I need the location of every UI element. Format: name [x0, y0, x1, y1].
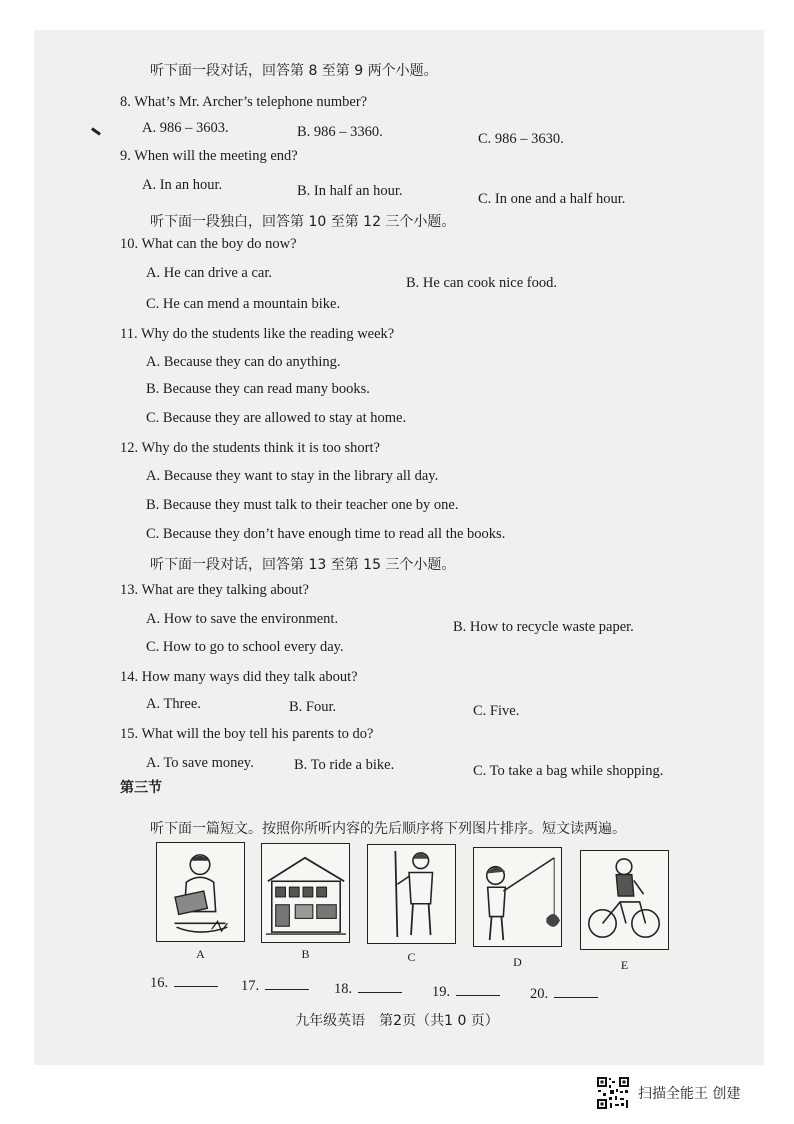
q11-option-b: B. Because they can read many books. [146, 381, 370, 397]
q10-question: 10. What can the boy do now? [120, 236, 297, 252]
q12-option-b: B. Because they must talk to their teacher one by one. [146, 497, 459, 513]
standing-man-illustration [368, 845, 455, 943]
cyclist-illustration [581, 851, 668, 949]
q12-option-c: C. Because they don’t have enough time to read all the books. [146, 526, 506, 542]
q15-option-a: A. To save money. [146, 755, 254, 771]
picture-d-boy-fishing [473, 847, 562, 947]
blank-19-line[interactable] [456, 983, 500, 996]
q8-option-c: C. 986 – 3630. [478, 131, 564, 147]
fishing-boy-illustration [474, 848, 561, 946]
q10-option-b: B. He can cook nice food. [406, 275, 557, 291]
q12-option-a: A. Because they want to stay in the library all day. [146, 468, 439, 484]
q8-option-a: A. 986 – 3603. [142, 120, 229, 136]
q14-option-c: C. Five. [473, 703, 520, 719]
q10-option-a: A. He can drive a car. [146, 265, 273, 281]
q11-option-a: A. Because they can do anything. [146, 354, 341, 370]
q15-option-c: C. To take a bag while shopping. [473, 763, 664, 779]
q15-option-b: B. To ride a bike. [294, 757, 395, 773]
q8-option-b: B. 986 – 3360. [297, 124, 383, 140]
q11-question: 11. Why do the students like the reading week? [120, 326, 395, 342]
qr-code-icon [596, 1076, 630, 1110]
blank-17-number: 17. [241, 978, 260, 994]
building-illustration [262, 844, 349, 942]
blank-16-number: 16. [150, 975, 169, 991]
q15-question: 15. What will the boy tell his parents to do? [120, 726, 374, 742]
blank-18-number: 18. [334, 981, 353, 997]
picture-b-building [261, 843, 350, 943]
scanner-watermark [596, 1076, 740, 1110]
q10-option-c: C. He can mend a mountain bike. [146, 296, 341, 312]
q8-question: 8. What’s Mr. Archer’s telephone number? [120, 94, 368, 110]
picture-d-label: D [513, 955, 522, 969]
laptop-boy-illustration [157, 843, 244, 941]
blank-17-line[interactable] [265, 977, 309, 990]
q8-9-intro: 听下面一段对话，回答第 8 至第 9 两个小题。 [150, 63, 438, 79]
section3-title: 第三节 [120, 780, 162, 796]
q14-option-a: A. Three. [146, 696, 201, 712]
page-footer: 九年级英语 第2页（共1 0 页） [295, 1013, 499, 1029]
section3-instruction: 听下面一篇短文。按照你所听内容的先后顺序将下列图片排序。短文读两遍。 [150, 821, 626, 837]
q14-option-b: B. Four. [289, 699, 337, 715]
blank-16-line[interactable] [174, 974, 218, 987]
q13-option-b: B. How to recycle waste paper. [453, 619, 634, 635]
scanner-watermark-text: 扫描全能王 创建 [638, 1086, 741, 1102]
picture-e-label: E [620, 958, 629, 972]
q10-12-intro: 听下面一段独白，回答第 10 至第 12 三个小题。 [150, 214, 456, 230]
blank-20-line[interactable] [554, 985, 598, 998]
picture-c-man-standing [367, 844, 456, 944]
q9-option-c: C. In one and a half hour. [478, 191, 626, 207]
picture-c-label: C [407, 950, 416, 964]
q9-option-a: A. In an hour. [142, 177, 223, 193]
blank-20-number: 20. [530, 986, 549, 1002]
q13-question: 13. What are they talking about? [120, 582, 309, 598]
picture-a-label: A [196, 947, 205, 961]
answer-blank-16[interactable] [150, 974, 218, 992]
picture-a-boy-laptop [156, 842, 245, 942]
answer-blank-19[interactable] [432, 983, 500, 1001]
answer-blank-20[interactable] [530, 985, 598, 1003]
blank-18-line[interactable] [358, 980, 402, 993]
answer-blank-18[interactable] [334, 980, 402, 998]
q9-question: 9. When will the meeting end? [120, 148, 298, 164]
q12-question: 12. Why do the students think it is too short? [120, 440, 380, 456]
q13-option-c: C. How to go to school every day. [146, 639, 344, 655]
q14-question: 14. How many ways did they talk about? [120, 669, 358, 685]
q11-option-c: C. Because they are allowed to stay at home. [146, 410, 407, 426]
answer-blank-17[interactable] [241, 977, 309, 995]
q13-option-a: A. How to save the environment. [146, 611, 339, 627]
q13-15-intro: 听下面一段对话，回答第 13 至第 15 三个小题。 [150, 557, 456, 573]
picture-b-label: B [301, 947, 310, 961]
picture-e-cyclist [580, 850, 669, 950]
blank-19-number: 19. [432, 984, 451, 1000]
q9-option-b: B. In half an hour. [297, 183, 403, 199]
